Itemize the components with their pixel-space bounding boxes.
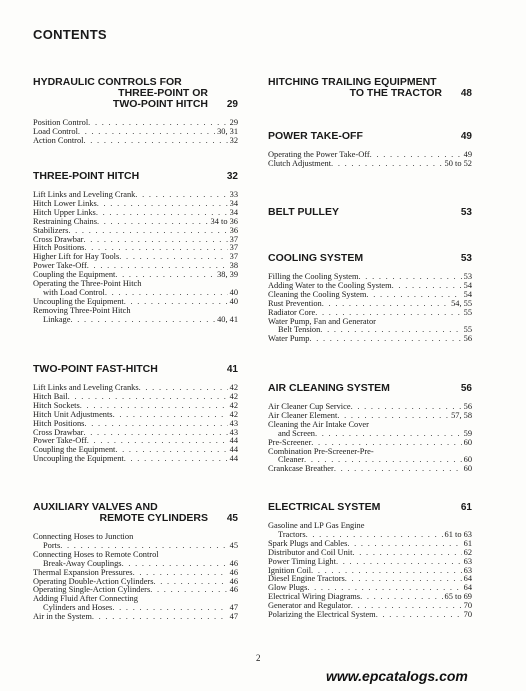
dot-leader: [352, 549, 461, 558]
toc-entry: [268, 465, 472, 474]
section-heading: [33, 77, 238, 110]
toc-entry-label: Rust Prevention: [268, 298, 322, 308]
toc-entry-label: Crankcase Breather: [268, 464, 334, 474]
dot-leader: [376, 611, 462, 620]
section-page-number: 32: [226, 171, 238, 182]
toc-entry-list: [268, 273, 472, 344]
section-air-cleaning-system: [268, 383, 472, 474]
dot-leader: [115, 446, 227, 455]
toc-entry-list: [33, 119, 238, 146]
toc-entry: [33, 316, 238, 325]
toc-entry-page: 47: [229, 603, 238, 613]
dot-leader: [68, 393, 228, 402]
toc-entry-label: Glow Plugs: [268, 583, 308, 593]
toc-entry-label: Linkage: [43, 314, 71, 324]
section-heading-line: HYDRAULIC CONTROLS FOR: [33, 76, 182, 88]
toc-entry-page: 70: [463, 601, 472, 611]
toc-entry-label: Hitch Positions: [33, 418, 85, 428]
section-heading: [268, 77, 472, 99]
toc-entry-list: [268, 151, 472, 169]
toc-entry-page: 44: [229, 445, 238, 455]
toc-entry-label: Electrical Wiring Diagrams: [268, 592, 361, 602]
toc-entry-page: 30, 31: [217, 126, 238, 136]
toc-entry-page: 42: [229, 409, 238, 419]
toc-entry-page: 42: [229, 391, 238, 401]
toc-entry-list: [33, 384, 238, 464]
section-auxiliary-valves: [33, 502, 238, 622]
toc-entry-label: Diesel Engine Tractors: [268, 574, 345, 584]
section-heading-line: TWO-POINT FAST-HITCH: [33, 363, 158, 375]
toc-entry: [33, 613, 238, 622]
section-heading: [33, 502, 238, 524]
toc-entry-label: Thermal Expansion Pressures: [33, 567, 133, 577]
toc-entry-label: Combination Pre-Screener-Pre-: [268, 446, 374, 456]
toc-entry-label: Cross Drawbar: [33, 234, 84, 244]
toc-entry-label: Connecting Hoses to Junction: [33, 532, 134, 541]
toc-entry-label: Hitch Upper Links: [33, 207, 96, 217]
section-belt-pulley: [268, 207, 472, 218]
toc-entry-page: 40, 41: [217, 314, 238, 324]
dot-leader: [347, 540, 461, 549]
toc-entry-page: 44: [229, 454, 238, 464]
dot-leader: [92, 613, 228, 622]
toc-entry-label: Restraining Chains: [33, 216, 97, 226]
toc-entry-page: 60: [463, 455, 472, 465]
toc-entry-label: Cleaner: [278, 455, 305, 465]
dot-leader: [345, 575, 462, 584]
toc-entry-label: Pre-Screener: [268, 437, 312, 447]
toc-entry-label: Gasoline and LP Gas Engine: [268, 521, 365, 530]
toc-entry-page: 55: [463, 325, 472, 335]
toc-entry-label: Hitch Sockets: [33, 400, 80, 410]
toc-entry-label: Distributor and Coil Unit: [268, 547, 353, 557]
toc-entry-page: 42: [229, 400, 238, 410]
toc-entry-label: Radiator Core: [268, 307, 316, 317]
section-page-number: 45: [226, 513, 238, 524]
toc-entry-page: 40: [229, 287, 238, 297]
toc-entry-page: 61 to 63: [444, 529, 472, 539]
toc-entry-label: Power Take-Off: [33, 261, 87, 271]
section-heading-line: TWO-POINT HITCH: [112, 98, 208, 110]
toc-entry-page: 56: [463, 402, 472, 411]
toc-entry-page: 64: [463, 574, 472, 584]
dot-leader: [360, 593, 442, 602]
toc-entry-page: 70: [463, 610, 472, 620]
toc-entry-page: 47: [229, 612, 238, 622]
section-heading-line: THREE-POINT HITCH: [33, 170, 140, 182]
toc-entry-page: 63: [463, 565, 472, 575]
dot-leader: [97, 218, 209, 227]
section-heading: [268, 131, 472, 142]
toc-entry-page: 64: [463, 583, 472, 593]
section-page-number: 29: [226, 99, 238, 110]
dot-leader: [315, 430, 462, 439]
toc-entry-page: 50 to 52: [444, 158, 472, 168]
section-heading: [268, 502, 472, 513]
toc-entry-page: 40: [229, 296, 238, 306]
toc-entry-label: Stabilizers: [33, 225, 69, 235]
toc-entry-page: 46: [229, 585, 238, 595]
toc-entry-page: 45: [229, 540, 238, 550]
dot-leader: [119, 253, 227, 262]
toc-entry-page: 54: [463, 280, 472, 290]
section-hitching-trailing-equipment: [268, 77, 472, 99]
toc-entry-page: 37: [229, 243, 238, 253]
section-heading-line: AUXILIARY VALVES AND: [33, 501, 158, 513]
section-heading: [268, 207, 472, 218]
toc-entry-page: 36: [229, 225, 238, 235]
section-heading-line: HITCHING TRAILING EQUIPMENT: [268, 76, 437, 88]
toc-entry-page: 60: [463, 437, 472, 447]
toc-entry-page: 62: [463, 547, 472, 557]
toc-entry-label: Coupling the Equipment: [33, 270, 116, 280]
toc-entry-label: Uncoupling the Equipment: [33, 296, 124, 306]
toc-entry-label: Operating Double-Action Cylinders: [33, 576, 154, 586]
dot-leader: [320, 326, 461, 335]
toc-entry-page: 57, 58: [451, 410, 472, 420]
toc-entry-label: Clutch Adjustment: [268, 158, 332, 168]
toc-entry-label: Spark Plugs and Cables: [268, 538, 348, 548]
toc-entry-page: 49: [463, 150, 472, 159]
section-heading-line: COOLING SYSTEM: [268, 252, 364, 264]
toc-entry-label: Lift Links and Leveling Cranks: [33, 383, 139, 392]
toc-entry-label: Filling the Cooling System: [268, 272, 359, 281]
toc-entry-label: Air Cleaner Element: [268, 410, 338, 420]
toc-entry-label: Air Cleaner Cup Service: [268, 402, 351, 411]
section-heading: [33, 171, 238, 182]
toc-entry-label: Hitch Lower Links: [33, 198, 97, 208]
dot-leader: [83, 236, 227, 245]
toc-entry: [268, 611, 472, 620]
section-three-point-hitch: [33, 171, 238, 325]
toc-entry-label: Cross Drawbar: [33, 427, 84, 437]
toc-entry-label: Hitch Unit Adjustments: [33, 409, 113, 419]
toc-entry-page: 53: [463, 272, 472, 281]
toc-entry-label: Adding Water to the Cooling System: [268, 280, 392, 290]
toc-entry-page: 44: [229, 436, 238, 446]
toc-entry-label: Adding Fluid After Connecting: [33, 594, 138, 604]
dot-leader: [392, 282, 462, 291]
toc-entry-label: Tractors: [278, 529, 306, 539]
toc-entry-label: Hitch Positions: [33, 243, 85, 253]
section-heading: [268, 383, 472, 394]
section-heading-line: REMOTE CYLINDERS: [99, 512, 208, 524]
toc-entry-page: 38: [229, 261, 238, 271]
section-page-number: 48: [460, 88, 472, 99]
section-heading-line: AIR CLEANING SYSTEM: [268, 382, 390, 394]
toc-entry-label: Connecting Hoses to Remote Control: [33, 549, 159, 559]
toc-entry-list: [268, 403, 472, 474]
toc-entry-label: Hitch Bail: [33, 391, 68, 401]
dot-leader: [153, 578, 227, 587]
dot-leader: [334, 465, 462, 474]
toc-entry-label: Power Timing Light: [268, 556, 336, 566]
section-heading-line: TO THE TRACTOR: [349, 87, 442, 99]
toc-entry-label: Operating the Power Take-Off: [268, 150, 370, 159]
section-page-number: 53: [460, 207, 472, 218]
toc-entry-page: 56: [463, 334, 472, 344]
toc-entry-label: Cylinders and Hoses: [43, 603, 113, 613]
toc-entry-label: Ignition Coil: [268, 565, 312, 575]
toc-entry-page: 60: [463, 464, 472, 474]
toc-entry-page: 61: [463, 538, 472, 548]
toc-entry-page: 43: [229, 427, 238, 437]
toc-entry-page: 54: [463, 289, 472, 299]
dot-leader: [135, 191, 227, 200]
toc-entry: [268, 335, 472, 344]
section-heading: [268, 253, 472, 264]
dot-leader: [331, 160, 443, 169]
section-hydraulic-controls: [33, 77, 238, 146]
toc-entry-label: Operating Single-Action Cylinders: [33, 585, 151, 595]
toc-entry-label: Lift Links and Leveling Crank: [33, 190, 136, 199]
section-heading-line: THREE-POINT OR: [118, 87, 208, 99]
toc-entry-label: Coupling the Equipment: [33, 445, 116, 455]
toc-entry-page: 63: [463, 556, 472, 566]
dot-leader: [322, 300, 449, 309]
toc-entry-label: Removing Three-Point Hitch: [33, 305, 131, 315]
section-power-take-off: [268, 131, 472, 169]
toc-entry-page: 29: [229, 118, 238, 127]
toc-entry-label: Water Pump, Fan and Generator: [268, 316, 376, 326]
dot-leader: [83, 137, 227, 146]
toc-entry-label: Break-Away Couplings: [43, 558, 122, 568]
dot-leader: [113, 411, 228, 420]
toc-entry-label: Polarizing the Electrical System: [268, 610, 376, 620]
dot-leader: [83, 429, 227, 438]
toc-entry-page: 34: [229, 207, 238, 217]
dot-leader: [97, 200, 228, 209]
section-heading-line: BELT PULLEY: [268, 206, 339, 218]
dot-leader: [336, 558, 462, 567]
toc-entry-label: Power Take-Off: [33, 436, 87, 446]
toc-entry-label: and Screen: [278, 428, 315, 438]
toc-entry-label: Ports: [43, 540, 61, 550]
dot-leader: [70, 316, 215, 325]
toc-entry-label: Generator and Regulator: [268, 601, 351, 611]
toc-entry-list: [33, 533, 238, 622]
toc-entry-label: Belt Tension: [278, 325, 321, 335]
dot-leader: [68, 227, 227, 236]
watermark: www.epcatalogs.com: [326, 668, 468, 684]
toc-entry-label: Position Control: [33, 118, 89, 127]
section-two-point-fast-hitch: [33, 364, 238, 464]
toc-entry-list: [268, 522, 472, 620]
dot-leader: [84, 420, 227, 429]
dot-leader: [124, 298, 228, 307]
toc-entry-page: 42: [229, 383, 238, 392]
toc-entry-label: Operating the Three-Point Hitch: [33, 279, 142, 289]
page-title: CONTENTS: [33, 27, 107, 42]
section-heading-line: POWER TAKE-OFF: [268, 130, 363, 142]
section-page-number: 56: [460, 383, 472, 394]
toc-entry-page: 37: [229, 234, 238, 244]
toc-entry-label: Air in the System: [33, 612, 92, 622]
toc-entry-label: Water Pump: [268, 334, 310, 344]
dot-leader: [124, 455, 228, 464]
toc-entry-page: 43: [229, 418, 238, 428]
section-heading-line: ELECTRICAL SYSTEM: [268, 501, 381, 513]
toc-entry-label: Cleaning the Air Intake Cover: [268, 419, 369, 429]
section-page-number: 41: [226, 364, 238, 375]
toc-entry: [33, 533, 238, 542]
dot-leader: [366, 291, 461, 300]
page-number: 2: [256, 653, 261, 663]
toc-entry-page: 46: [229, 558, 238, 568]
toc-entry-page: 32: [229, 135, 238, 145]
toc-entry: [33, 455, 238, 464]
dot-leader: [351, 403, 462, 412]
toc-entry-label: Load Control: [33, 126, 78, 136]
toc-entry: [268, 160, 472, 169]
toc-entry-list: [33, 191, 238, 325]
dot-leader: [112, 604, 227, 613]
dot-leader: [122, 560, 228, 569]
toc-entry-label: Higher Lift for Hay Tools: [33, 252, 120, 262]
section-page-number: 61: [460, 502, 472, 513]
section-page-number: 53: [460, 253, 472, 264]
toc-entry-page: 37: [229, 252, 238, 262]
dot-leader: [309, 335, 461, 344]
dot-leader: [78, 128, 215, 137]
dot-leader: [88, 119, 227, 128]
toc-entry: [33, 137, 238, 146]
dot-leader: [150, 586, 227, 595]
toc-entry-page: 54, 55: [451, 298, 472, 308]
section-electrical-system: [268, 502, 472, 620]
toc-entry-page: 33: [229, 190, 238, 199]
toc-entry-label: with Load Control: [43, 287, 105, 297]
dot-leader: [139, 384, 228, 393]
toc-entry-page: 46: [229, 576, 238, 586]
toc-entry-page: 38, 39: [217, 270, 238, 280]
toc-entry-label: Cleaning the Cooling System: [268, 289, 367, 299]
section-cooling-system: [268, 253, 472, 344]
toc-entry-page: 34: [229, 198, 238, 208]
toc-entry-page: 55: [463, 307, 472, 317]
section-page-number: 49: [460, 131, 472, 142]
toc-entry-page: 59: [463, 428, 472, 438]
toc-entry-page: 65 to 69: [444, 592, 472, 602]
toc-entry-label: Action Control: [33, 135, 84, 145]
toc-entry-label: Uncoupling the Equipment: [33, 454, 124, 464]
toc-entry-page: 34 to 36: [210, 216, 238, 226]
dot-leader: [96, 209, 228, 218]
section-heading: [33, 364, 238, 375]
toc-entry-page: 46: [229, 567, 238, 577]
